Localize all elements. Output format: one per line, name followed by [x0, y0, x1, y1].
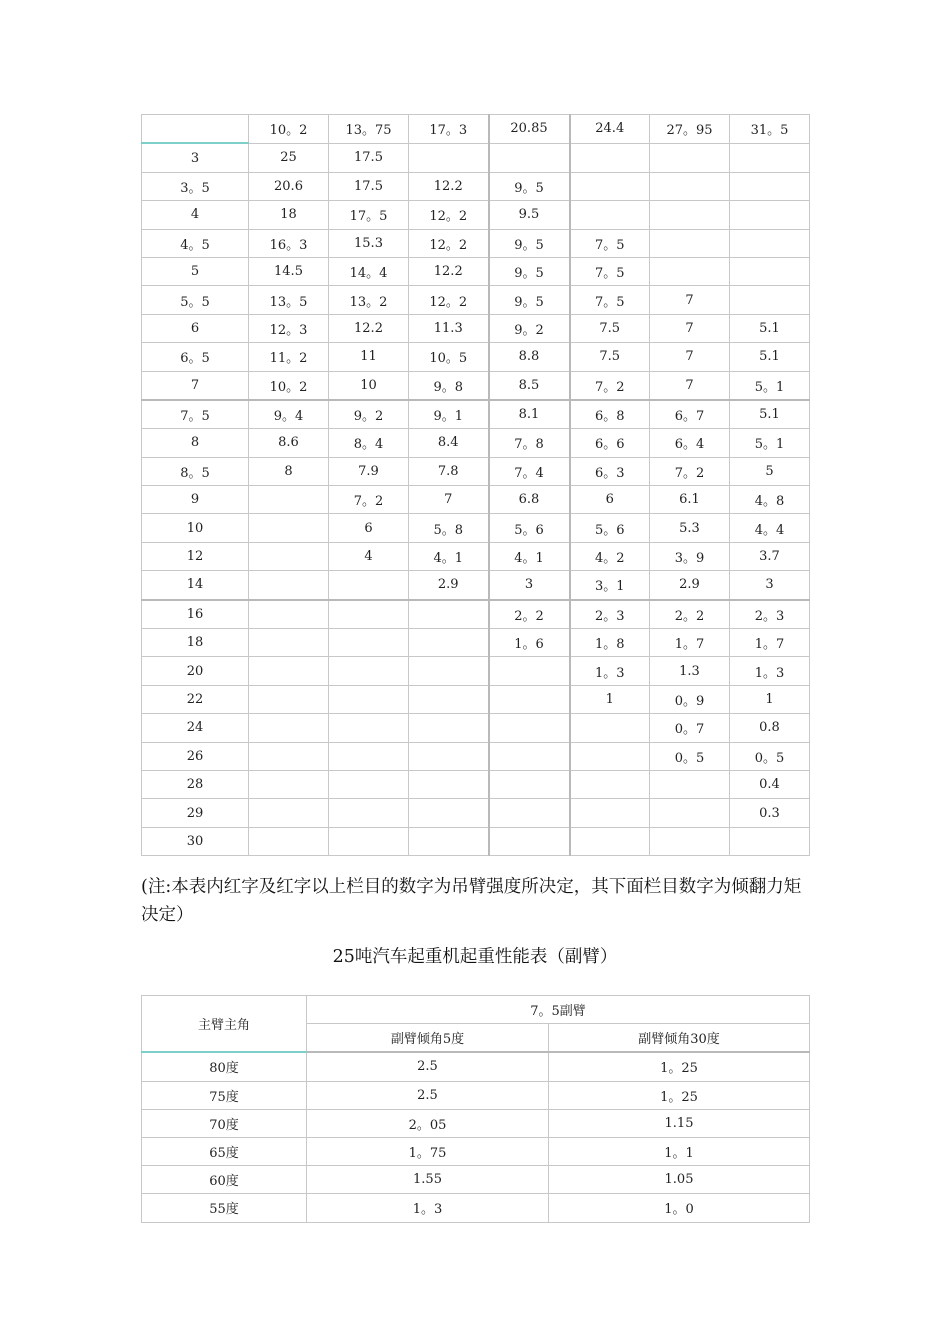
load-cell: [329, 742, 409, 770]
load-cell: 8.6: [249, 429, 329, 457]
load-cell: 3: [489, 571, 570, 600]
load-cell: [489, 770, 570, 798]
table-row: [142, 371, 810, 400]
load-cell: [489, 657, 570, 685]
load-cell: 9。2: [489, 314, 570, 342]
load-cell: 17。5: [329, 201, 409, 229]
load-cell: 1: [570, 685, 650, 713]
load-cell: [249, 629, 329, 657]
load-cell: [329, 629, 409, 657]
load-cell: 10。5: [409, 343, 489, 371]
boom-angle-cell: 75度: [142, 1081, 307, 1109]
load-cell: 9。5: [489, 172, 570, 200]
load-cell: 7。4: [489, 457, 570, 485]
boom-length-cell: 17。3: [409, 115, 489, 144]
load-cell: [249, 827, 329, 855]
load-cell: 12。2: [409, 286, 489, 314]
load-cell: 4: [329, 542, 409, 570]
load-cell: [489, 685, 570, 713]
load-cell: [570, 827, 650, 855]
crane-load-table: [141, 114, 810, 856]
load-cell: [570, 143, 650, 172]
load-cell: [489, 799, 570, 827]
radius-cell: 28: [142, 770, 249, 798]
load-cell: 9。5: [489, 257, 570, 285]
header-corner-cell: [142, 115, 249, 144]
load-cell: 6: [570, 486, 650, 514]
load-cell: 9。4: [249, 400, 329, 429]
load-cell: [329, 799, 409, 827]
load-cell: 8: [249, 457, 329, 485]
load-cell: 2.5: [307, 1052, 549, 1081]
boom-length-cell: 24.4: [570, 115, 650, 144]
sub-table-title: 25吨汽车起重机起重性能表（副臂）: [332, 947, 618, 967]
load-cell: [409, 600, 489, 629]
table-row: [142, 770, 810, 798]
header-row: [142, 115, 810, 144]
load-cell: [249, 685, 329, 713]
table-row: [142, 257, 810, 285]
load-cell: 7.8: [409, 457, 489, 485]
load-cell: 1。3: [570, 657, 650, 685]
load-cell: [730, 257, 810, 285]
load-cell: [570, 714, 650, 742]
load-cell: [329, 827, 409, 855]
load-cell: 8.8: [489, 343, 570, 371]
load-cell: [249, 542, 329, 570]
load-cell: 2.9: [650, 571, 730, 600]
load-cell: [489, 143, 570, 172]
table-row: [142, 742, 810, 770]
load-cell: 1。3: [307, 1194, 549, 1222]
radius-cell: 6: [142, 314, 249, 342]
load-cell: 18: [249, 201, 329, 229]
radius-cell: 4: [142, 201, 249, 229]
boom-angle-cell: 60度: [142, 1166, 307, 1194]
load-cell: 2.5: [307, 1081, 549, 1109]
load-cell: 1。6: [489, 629, 570, 657]
radius-cell: 4。5: [142, 229, 249, 257]
radius-cell: 7: [142, 371, 249, 400]
load-cell: 9。8: [409, 371, 489, 400]
load-cell: 6。7: [650, 400, 730, 429]
load-cell: 3。1: [570, 571, 650, 600]
load-cell: 5。6: [570, 514, 650, 542]
load-cell: 14.5: [249, 257, 329, 285]
table-row: [142, 429, 810, 457]
radius-cell: 26: [142, 742, 249, 770]
load-cell: [650, 827, 730, 855]
table-row: [142, 1166, 810, 1194]
load-cell: 17.5: [329, 172, 409, 200]
boom-length-cell: 27。95: [650, 115, 730, 144]
load-cell: 7.5: [570, 314, 650, 342]
load-cell: 7: [650, 343, 730, 371]
load-cell: 9。2: [329, 400, 409, 429]
load-cell: 12.2: [409, 172, 489, 200]
load-cell: 6。4: [650, 429, 730, 457]
load-cell: 0.3: [730, 799, 810, 827]
load-cell: 5.3: [650, 514, 730, 542]
table-row: [142, 457, 810, 485]
table-row: [142, 1081, 810, 1109]
radius-cell: 18: [142, 629, 249, 657]
load-cell: [409, 685, 489, 713]
radius-cell: 10: [142, 514, 249, 542]
load-cell: 5。1: [730, 371, 810, 400]
table-row: [142, 486, 810, 514]
load-cell: [409, 799, 489, 827]
load-cell: 9.5: [489, 201, 570, 229]
radius-cell: 3。5: [142, 172, 249, 200]
load-cell: 2。3: [570, 600, 650, 629]
load-cell: 1。1: [549, 1137, 810, 1165]
table-row: [142, 1052, 810, 1081]
load-cell: [329, 600, 409, 629]
load-cell: 4。1: [489, 542, 570, 570]
load-cell: 0。7: [650, 714, 730, 742]
load-cell: [329, 714, 409, 742]
load-cell: 16。3: [249, 229, 329, 257]
table-row: [142, 1137, 810, 1165]
load-cell: 1。75: [307, 1137, 549, 1165]
load-cell: [570, 742, 650, 770]
load-cell: 1: [730, 685, 810, 713]
table-row: [142, 1194, 810, 1222]
load-cell: 1.05: [549, 1166, 810, 1194]
table-row: [142, 400, 810, 429]
load-cell: 7。8: [489, 429, 570, 457]
load-cell: 6。8: [570, 400, 650, 429]
jib-load-table: [141, 995, 810, 1223]
load-cell: 1。25: [549, 1081, 810, 1109]
load-cell: 9。5: [489, 286, 570, 314]
load-cell: [249, 770, 329, 798]
load-cell: 12.2: [409, 257, 489, 285]
load-cell: [249, 514, 329, 542]
radius-cell: 29: [142, 799, 249, 827]
load-cell: 4。2: [570, 542, 650, 570]
table-row: [142, 571, 810, 600]
radius-cell: 8: [142, 429, 249, 457]
load-cell: 1。0: [549, 1194, 810, 1222]
load-cell: 25: [249, 143, 329, 172]
load-cell: 2.9: [409, 571, 489, 600]
load-cell: [489, 742, 570, 770]
load-cell: [249, 714, 329, 742]
load-cell: 1。25: [549, 1052, 810, 1081]
load-cell: 5。1: [730, 429, 810, 457]
table-row: [142, 343, 810, 371]
radius-cell: 3: [142, 143, 249, 172]
load-cell: [650, 229, 730, 257]
table-row: [142, 314, 810, 342]
load-cell: [249, 657, 329, 685]
load-cell: [730, 201, 810, 229]
radius-cell: 20: [142, 657, 249, 685]
load-cell: [730, 286, 810, 314]
radius-cell: 12: [142, 542, 249, 570]
sub-header-row: [142, 996, 810, 1024]
load-cell: 5.1: [730, 314, 810, 342]
load-cell: 12.2: [329, 314, 409, 342]
load-cell: 5。6: [489, 514, 570, 542]
load-cell: [409, 770, 489, 798]
load-cell: 9。5: [489, 229, 570, 257]
radius-cell: 8。5: [142, 457, 249, 485]
table-row: [142, 629, 810, 657]
load-cell: [249, 486, 329, 514]
load-cell: [650, 799, 730, 827]
load-cell: [650, 770, 730, 798]
load-cell: [730, 229, 810, 257]
load-cell: 0。9: [650, 685, 730, 713]
jib-group-label: 7。5副臂: [307, 996, 810, 1024]
load-cell: 5.1: [730, 343, 810, 371]
radius-cell: 22: [142, 685, 249, 713]
boom-angle-cell: 70度: [142, 1109, 307, 1137]
load-cell: [409, 143, 489, 172]
load-cell: [329, 770, 409, 798]
load-cell: 12。3: [249, 314, 329, 342]
load-cell: 3.7: [730, 542, 810, 570]
load-cell: [650, 172, 730, 200]
load-cell: [730, 172, 810, 200]
load-cell: [249, 571, 329, 600]
load-cell: [329, 685, 409, 713]
load-cell: 3。9: [650, 542, 730, 570]
load-cell: 6: [329, 514, 409, 542]
corner-label: 主臂主角: [142, 996, 307, 1053]
col-label-30deg: 副臂倾角30度: [549, 1024, 810, 1053]
load-cell: 7: [650, 286, 730, 314]
load-cell: 2。3: [730, 600, 810, 629]
load-cell: 0.4: [730, 770, 810, 798]
table-row: [142, 542, 810, 570]
load-cell: 8.5: [489, 371, 570, 400]
load-cell: 13。2: [329, 286, 409, 314]
load-cell: 20.6: [249, 172, 329, 200]
load-cell: [409, 629, 489, 657]
load-cell: 1.55: [307, 1166, 549, 1194]
load-cell: 7.9: [329, 457, 409, 485]
table-note: (注:本表内红字及红字以上栏目的数字为吊臂强度所决定，其下面栏目数字为倾翻力矩决定）: [141, 877, 802, 925]
load-cell: 8。4: [329, 429, 409, 457]
load-cell: [650, 201, 730, 229]
load-cell: [489, 714, 570, 742]
radius-cell: 5。5: [142, 286, 249, 314]
boom-angle-cell: 80度: [142, 1052, 307, 1081]
boom-length-cell: 13。75: [329, 115, 409, 144]
table-row: [142, 229, 810, 257]
boom-length-cell: 10。2: [249, 115, 329, 144]
load-cell: 10。2: [249, 371, 329, 400]
load-cell: 11。2: [249, 343, 329, 371]
load-cell: 0。5: [730, 742, 810, 770]
load-cell: [489, 827, 570, 855]
table-row: [142, 714, 810, 742]
load-cell: [409, 742, 489, 770]
load-cell: 10: [329, 371, 409, 400]
table-row: [142, 657, 810, 685]
table-row: [142, 172, 810, 200]
load-cell: 7: [409, 486, 489, 514]
load-cell: 7。2: [570, 371, 650, 400]
load-cell: 4。4: [730, 514, 810, 542]
table-row: [142, 143, 810, 172]
boom-angle-cell: 55度: [142, 1194, 307, 1222]
radius-cell: 7。5: [142, 400, 249, 429]
load-cell: 3: [730, 571, 810, 600]
load-cell: 14。4: [329, 257, 409, 285]
radius-cell: 16: [142, 600, 249, 629]
load-cell: [409, 657, 489, 685]
table-row: [142, 799, 810, 827]
load-cell: [730, 827, 810, 855]
load-cell: [249, 742, 329, 770]
load-cell: 15.3: [329, 229, 409, 257]
load-cell: 1。7: [730, 629, 810, 657]
load-cell: 1。7: [650, 629, 730, 657]
load-cell: 6.1: [650, 486, 730, 514]
load-cell: 1。3: [730, 657, 810, 685]
load-cell: 5: [730, 457, 810, 485]
load-cell: 12。2: [409, 201, 489, 229]
load-cell: 6。3: [570, 457, 650, 485]
load-cell: [730, 143, 810, 172]
table-row: [142, 1109, 810, 1137]
table-row: [142, 600, 810, 629]
table-row: [142, 286, 810, 314]
load-cell: [409, 714, 489, 742]
load-cell: 17.5: [329, 143, 409, 172]
load-cell: [409, 827, 489, 855]
table-row: [142, 514, 810, 542]
load-cell: [570, 201, 650, 229]
load-cell: [650, 257, 730, 285]
boom-angle-cell: 65度: [142, 1137, 307, 1165]
load-cell: 7。5: [570, 229, 650, 257]
load-cell: [570, 799, 650, 827]
load-cell: 2。2: [650, 600, 730, 629]
load-cell: 4。8: [730, 486, 810, 514]
col-label-5deg: 副臂倾角5度: [307, 1024, 549, 1053]
load-cell: 1。8: [570, 629, 650, 657]
load-cell: 0。5: [650, 742, 730, 770]
load-cell: 7: [650, 314, 730, 342]
load-cell: [570, 770, 650, 798]
load-cell: 7: [650, 371, 730, 400]
load-cell: 11.3: [409, 314, 489, 342]
load-cell: [570, 172, 650, 200]
load-cell: 7。2: [329, 486, 409, 514]
radius-cell: 24: [142, 714, 249, 742]
load-cell: 7.5: [570, 343, 650, 371]
load-cell: 6.8: [489, 486, 570, 514]
load-cell: [249, 600, 329, 629]
boom-length-cell: 31。5: [730, 115, 810, 144]
load-cell: [249, 799, 329, 827]
load-cell: 6。6: [570, 429, 650, 457]
load-cell: 1.15: [549, 1109, 810, 1137]
load-cell: 0.8: [730, 714, 810, 742]
load-cell: 8.1: [489, 400, 570, 429]
load-cell: 4。1: [409, 542, 489, 570]
load-cell: 2。2: [489, 600, 570, 629]
load-cell: 8.4: [409, 429, 489, 457]
load-cell: 7。5: [570, 286, 650, 314]
radius-cell: 30: [142, 827, 249, 855]
radius-cell: 5: [142, 257, 249, 285]
load-cell: [650, 143, 730, 172]
load-cell: 2。05: [307, 1109, 549, 1137]
load-cell: 7。2: [650, 457, 730, 485]
load-cell: 13。5: [249, 286, 329, 314]
radius-cell: 9: [142, 486, 249, 514]
table-row: [142, 685, 810, 713]
load-cell: 5.1: [730, 400, 810, 429]
radius-cell: 14: [142, 571, 249, 600]
table-row: [142, 201, 810, 229]
load-cell: 11: [329, 343, 409, 371]
load-cell: 7。5: [570, 257, 650, 285]
boom-length-cell: 20.85: [489, 115, 570, 144]
radius-cell: 6。5: [142, 343, 249, 371]
load-cell: [329, 571, 409, 600]
load-cell: 5。8: [409, 514, 489, 542]
load-cell: [329, 657, 409, 685]
table-row: [142, 827, 810, 855]
load-cell: 1.3: [650, 657, 730, 685]
load-cell: 9。1: [409, 400, 489, 429]
load-cell: 12。2: [409, 229, 489, 257]
